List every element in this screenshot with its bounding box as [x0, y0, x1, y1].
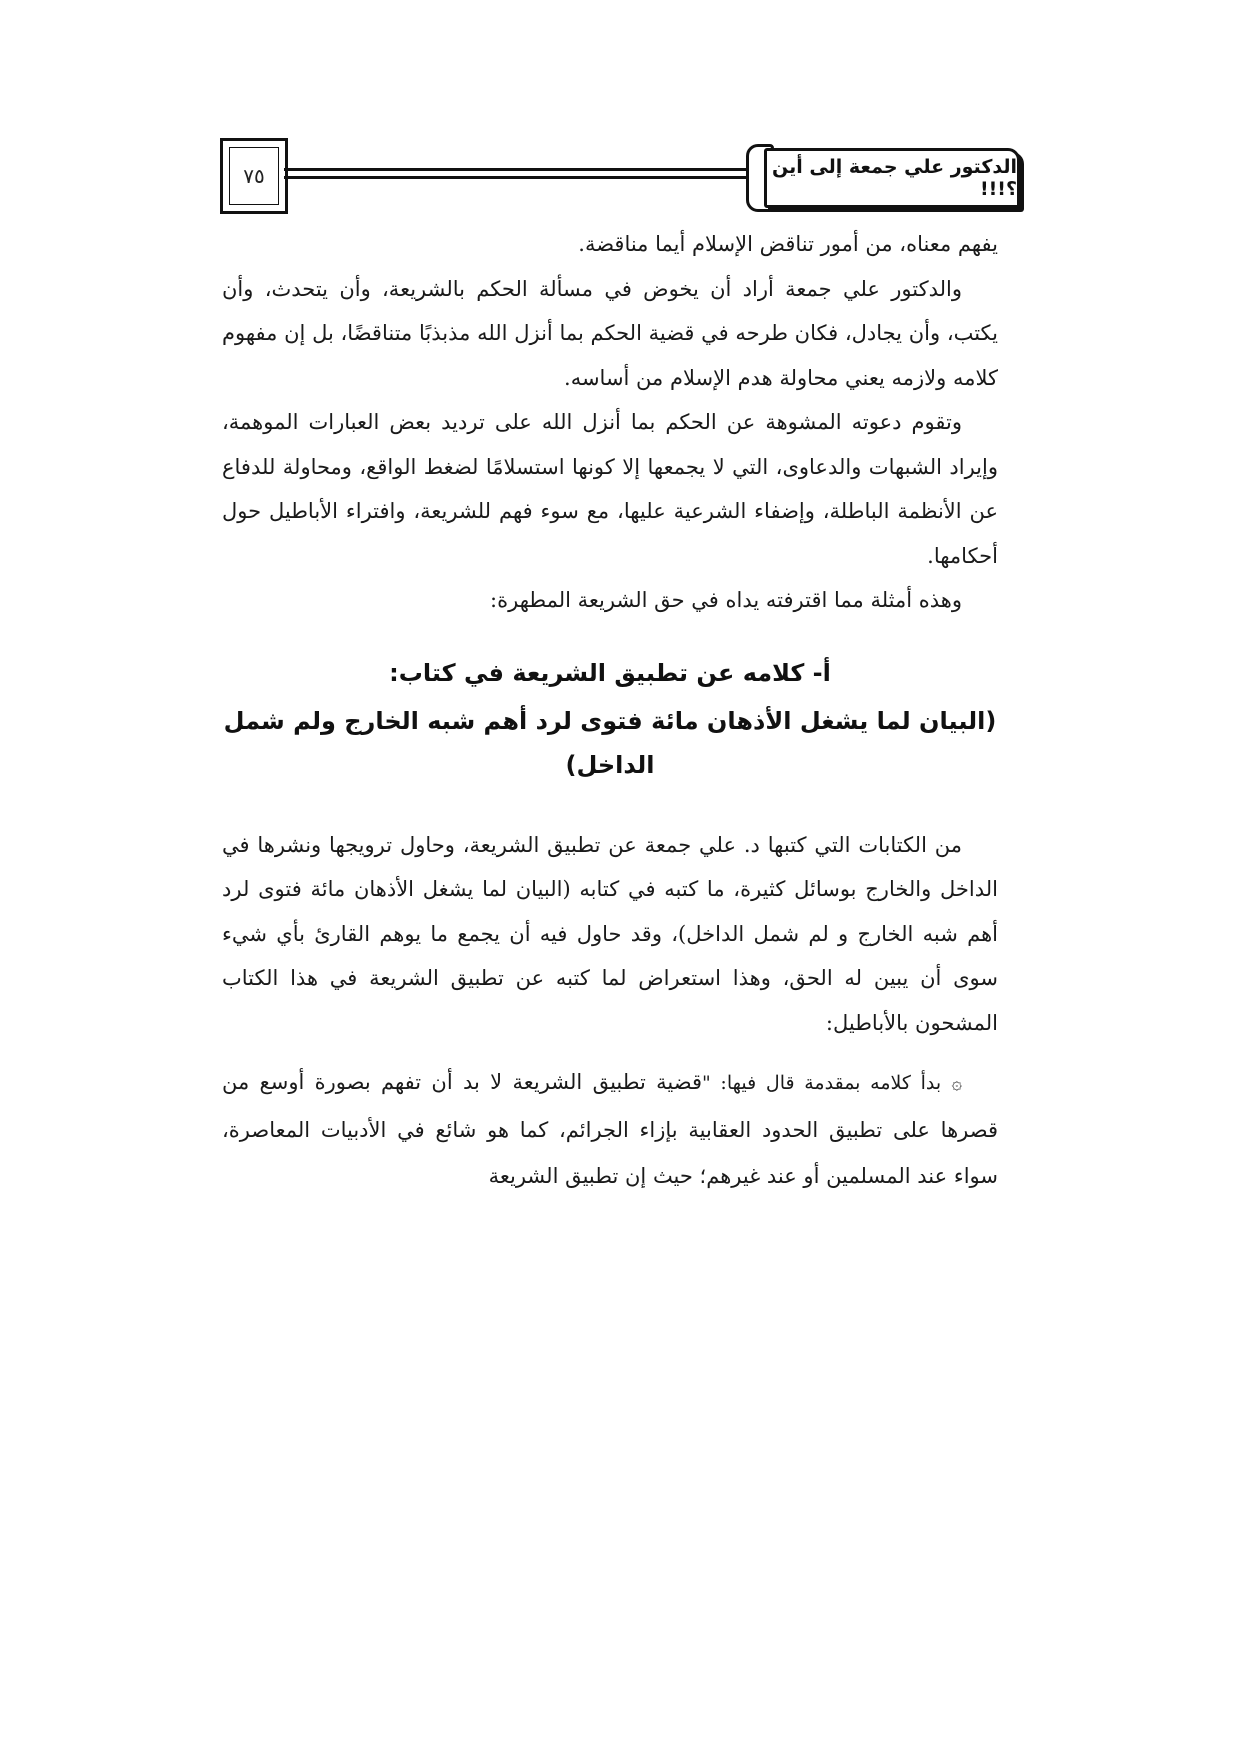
page-number-frame	[220, 138, 288, 214]
flower-ornament-icon: ۞	[951, 1073, 962, 1094]
quote-paragraph	[222, 1059, 998, 1199]
header-rule-top	[284, 168, 748, 171]
page-header	[220, 138, 1020, 214]
section-heading: أ- كلامه عن تطبيق الشريعة في كتاب:	[389, 658, 831, 687]
header-rule-bottom	[284, 176, 748, 179]
paragraph-3: وتقوم دعوته المشوهة عن الحكم بما أنزل الله على ترديد بعض العبارات الموهمة، وإيراد الشبهات والدعاوى، التي لا يجمعها إلا كونها استسلامًا لضغط الواقع، ومحاولة للدفاع عن الأنظمة الباطلة، وإضفاء الشرعية عليها، مع سوء فهم للشريعة، وافتراء الأباطيل حول أحكامها.	[222, 410, 998, 568]
quote-lead: بدأ كلامه بمقدمة قال فيها: "	[702, 1072, 942, 1094]
page-number: ٧٥	[243, 164, 265, 188]
paragraph-5: من الكتابات التي كتبها د. علي جمعة عن تطبيق الشريعة، وحاول ترويجها ونشرها في الداخل والخارج بوسائل كثيرة، ما كتبه في كتابه (البيان لما يشغل الأذهان مائة فتوى لرد أهم شبه الخارج و لم شمل الداخل)، وقد حاول فيه أن يجمع ما يوهم القارئ بأي شيء سوى أن يبين له الحق، وهذا استعراض لما كتبه عن تطبيق الشريعة في هذا الكتاب المشحون بالأباطيل:	[222, 832, 998, 1035]
paragraph-1: يفهم معناه، من أمور تناقض الإسلام أيما مناقضة.	[578, 232, 998, 256]
page-body	[222, 222, 998, 1199]
quote-text: قضية تطبيق الشريعة لا بد أن تفهم بصورة أوسع من قصرها على تطبيق الحدود العقابية بإزاء الجرائم، كما هو شائع في الأدبيات المعاصرة، سواء عند المسلمين أو عند غيرهم؛ حيث إن تطبيق الشريعة	[222, 1070, 998, 1188]
paragraph-2: والدكتور علي جمعة أراد أن يخوض في مسألة الحكم بالشريعة، وأن يتحدث، وأن يكتب، وأن يجادل، فكان طرحه في قضية الحكم بما أنزل الله مذبذبًا متناقضًا، بل إن مفهوم كلامه ولازمه يعني محاولة هدم الإسلام من أساسه.	[222, 276, 998, 390]
section-subheading: (البيان لما يشغل الأذهان مائة فتوى لرد أهم شبه الخارج ولم شمل الداخل)	[223, 706, 997, 779]
running-title: الدكتور علي جمعة إلى أين ؟!!!	[772, 156, 1017, 200]
paragraph-4: وهذه أمثلة مما اقترفته يداه في حق الشريعة المطهرة:	[490, 588, 962, 612]
running-title-frame	[764, 148, 1020, 208]
